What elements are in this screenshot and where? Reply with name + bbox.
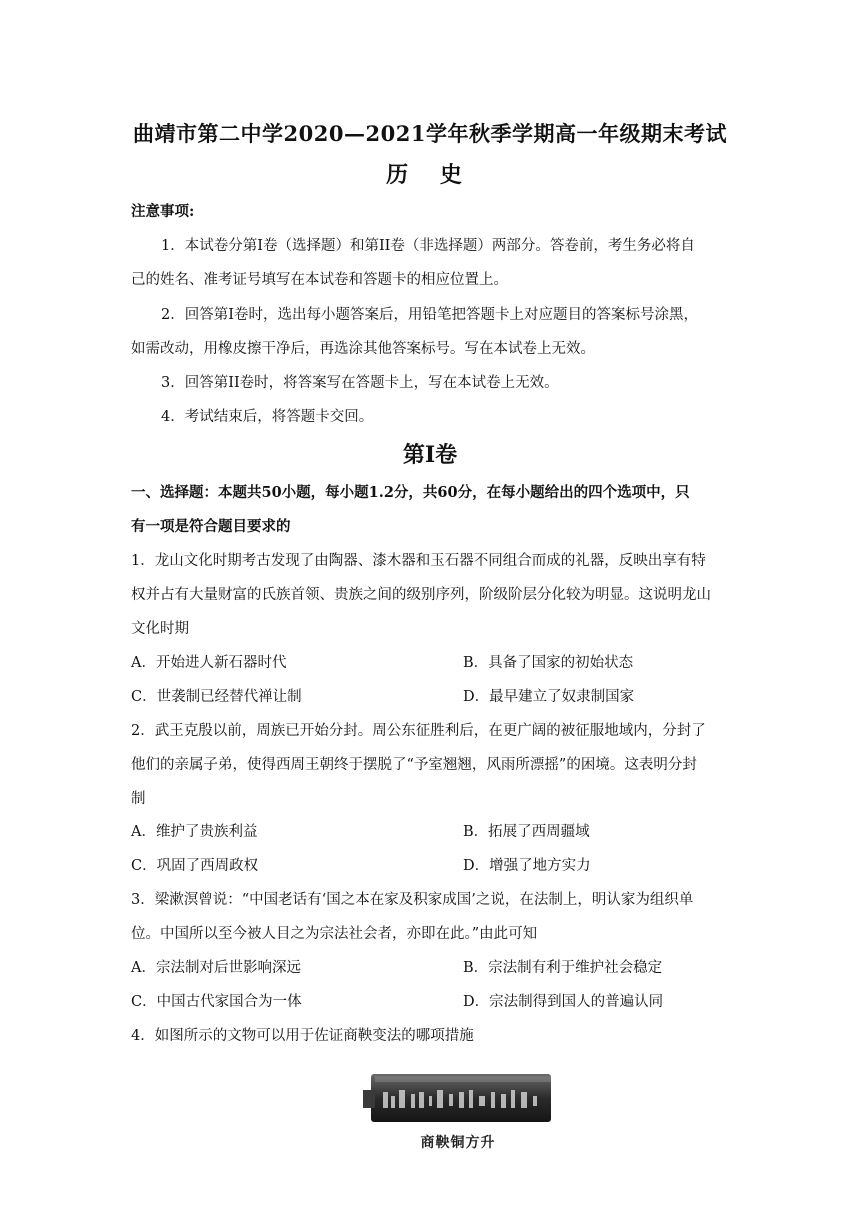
option-c: C．巩固了西周政权 <box>131 858 259 874</box>
notice-line: 2．回答第Ⅰ卷时，选出每小题答案后，用铅笔把答题卡上对应题目的答案标号涂黑， <box>161 307 698 323</box>
figure-caption: 商鞅铜方升 <box>420 1135 496 1151</box>
option-c: C．世袭制已经替代禅让制 <box>131 689 302 705</box>
subject-title: 历 史 <box>386 162 474 188</box>
relic-figure <box>363 1070 553 1160</box>
volume-title: 第Ⅰ卷 <box>402 442 458 468</box>
section-instruction: 有一项是符合题目要求的 <box>131 518 291 535</box>
question-stem: 制 <box>131 791 146 807</box>
option-a: A．维护了贵族利益 <box>131 824 258 840</box>
exam-title: 曲靖市第二中学2020—2021学年秋季学期高一年级期末考试 <box>133 121 727 146</box>
option-a: A．开始进人新石器时代 <box>131 655 287 671</box>
question-stem: 1．龙山文化时期考古发现了由陶器、漆木器和玉石器不同组合而成的礼器，反映出享有特 <box>131 553 706 569</box>
notice-line: 己的姓名、准考证号填写在本试卷和答题卡的相应位置上。 <box>131 272 508 288</box>
section-instruction: 一、选择题：本题共50小题，每小题1.2分，共60分，在每小题给出的四个选项中，只 <box>131 484 690 501</box>
option-d: D．宗法制得到国人的普遍认同 <box>463 994 664 1010</box>
notice-line: 4．考试结束后，将答题卡交回。 <box>161 409 374 425</box>
option-d: D．增强了地方实力 <box>463 858 591 874</box>
option-c: C．中国古代家国合为一体 <box>131 994 302 1010</box>
question-stem: 位。中国所以至今被人目之为宗法社会者，亦即在此。”由此可知 <box>131 926 538 942</box>
question-stem: 文化时期 <box>131 621 189 637</box>
question-stem: 4．如图所示的文物可以用于佐证商鞅变法的哪项措施 <box>131 1028 474 1044</box>
question-stem: 3．梁漱溟曾说：“中国老话有‘国之本在家及积家成国’之说，在法制上，明认家为组织单 <box>131 892 694 908</box>
option-b: B．宗法制有利于维护社会稳定 <box>463 960 663 976</box>
option-d: D．最早建立了奴隶制国家 <box>463 689 635 705</box>
question-stem: 权并占有大量财富的氏族首领、贵族之间的级别序列，阶级阶层分化较为明显。这说明龙山 <box>131 587 711 603</box>
notice-line: 如需改动，用橡皮擦干净后，再选涂其他答案标号。写在本试卷上无效。 <box>131 341 595 357</box>
bronze-vessel-image <box>363 1070 553 1130</box>
option-b: B．拓展了西周疆域 <box>463 824 590 840</box>
question-stem: 他们的亲属子弟，使得西周王朝终于摆脱了“予室翘翘，风雨所漂摇”的困境。这表明分封 <box>131 757 697 773</box>
notice-line: 3．回答第II卷时，将答案写在答题卡上，写在本试卷上无效。 <box>161 375 559 391</box>
notice-line: 1．本试卷分第Ⅰ卷（选择题）和第II卷（非选择题）两部分。答卷前，考生务必将自 <box>161 238 695 254</box>
option-b: B．具备了国家的初始状态 <box>463 655 634 671</box>
option-a: A．宗法制对后世影响深远 <box>131 960 301 976</box>
question-stem: 2．武王克殷以前，周族已开始分封。周公东征胜利后，在更广阔的被征服地域内，分封了 <box>131 723 706 739</box>
notice-heading: 注意事项: <box>131 203 195 220</box>
